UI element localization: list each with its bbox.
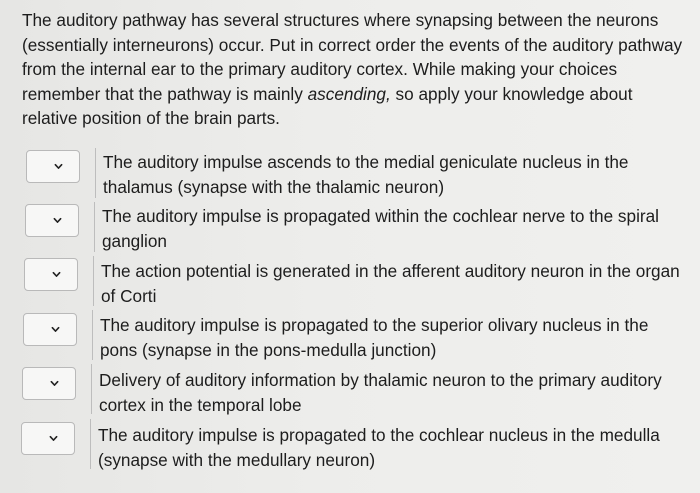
order-select-3[interactable] (24, 258, 78, 291)
order-select-5[interactable] (22, 367, 76, 400)
chevron-down-icon (52, 270, 61, 279)
item-text: The auditory impulse is propagated to the superior olivary nucleus in the pons (synapse in the pons-medulla junction) (100, 315, 649, 360)
item-text: The auditory impulse is propagated within the cochlear nerve to the spiral ganglion (102, 206, 659, 251)
item-text: The action potential is generated in the afferent auditory neuron in the organ of Corti (101, 261, 680, 306)
order-select-6[interactable] (21, 422, 75, 455)
chevron-down-icon (53, 216, 62, 225)
list-item (0, 148, 700, 200)
divider (93, 256, 94, 306)
order-select-4[interactable] (23, 313, 77, 346)
item-text: The auditory impulse is propagated to the cochlear nucleus in the medulla (synapse with the medullary neuron) (98, 425, 660, 470)
divider (94, 202, 95, 252)
question-emphasis: ascending, (307, 83, 391, 104)
chevron-down-icon (54, 162, 63, 171)
chevron-down-icon (49, 434, 58, 443)
list-item (0, 364, 700, 416)
divider (95, 148, 96, 198)
divider (92, 310, 93, 360)
order-select-1[interactable] (26, 150, 80, 183)
item-text: Delivery of auditory information by thalamic neuron to the primary auditory cortex in the temporal lobe (99, 370, 662, 415)
order-select-2[interactable] (25, 204, 79, 237)
question-text-start: The auditory pathway has several structures where synapsing between the neurons (essentially interneurons) occur. Put in correct order the events of the auditory pathway from the internal ear to the primary auditory cortex. While making your choices remember that the pathway is mainly (22, 10, 683, 104)
item-text: The auditory impulse ascends to the medial geniculate nucleus in the thalamus (synapse with the thalamic neuron) (103, 152, 629, 197)
list-item (0, 419, 700, 471)
list-item (0, 310, 700, 362)
chevron-down-icon (50, 379, 59, 388)
chevron-down-icon (51, 325, 60, 334)
list-item (0, 256, 700, 308)
list-item (0, 202, 700, 254)
divider (91, 364, 92, 414)
divider (90, 419, 91, 469)
question-text-end: so apply your knowledge about relative position of the brain parts. (22, 83, 633, 128)
